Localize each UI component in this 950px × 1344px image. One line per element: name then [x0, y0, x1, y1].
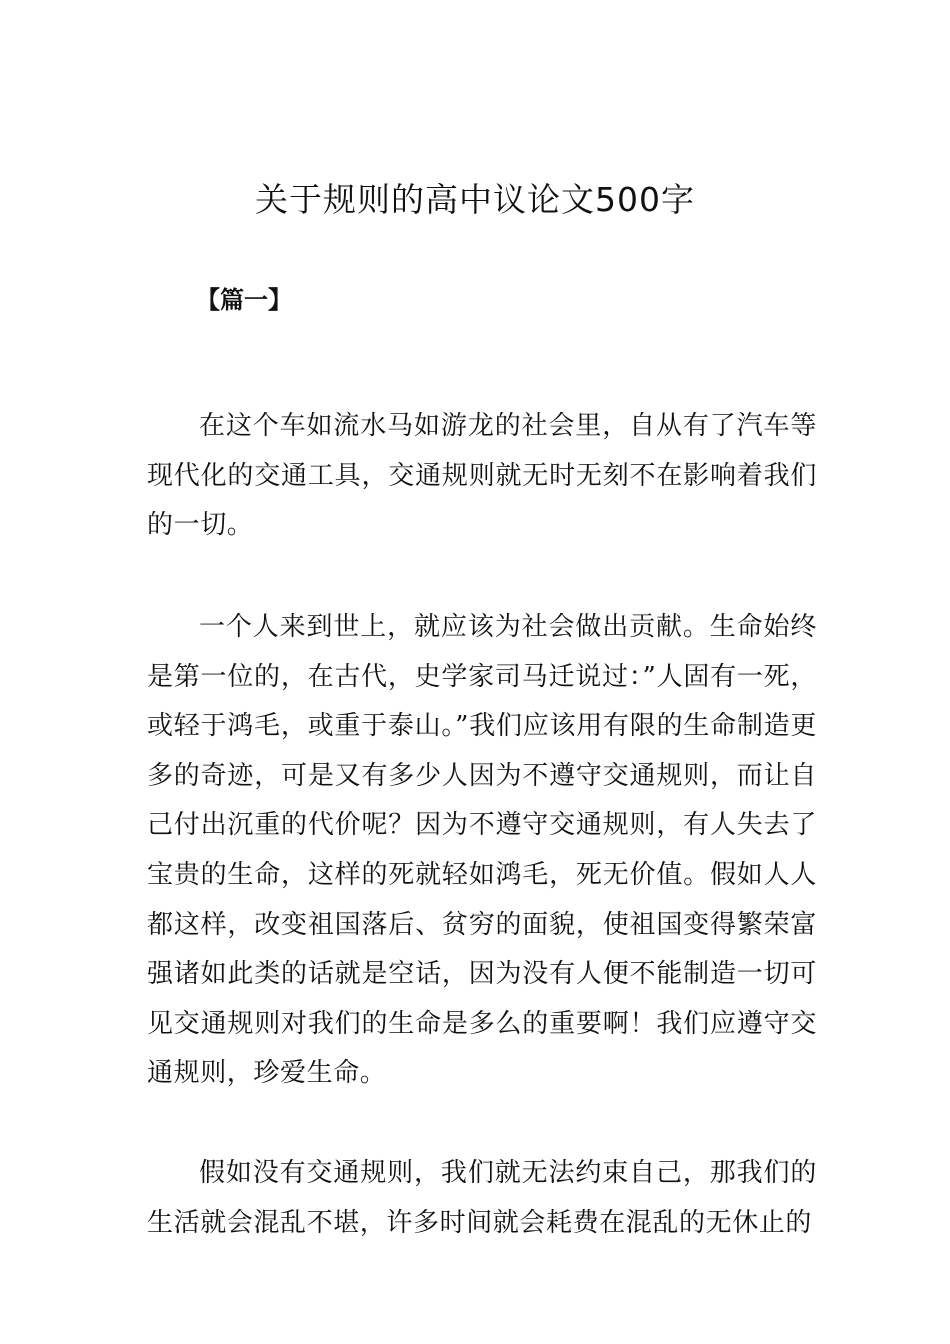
paragraph-2: 一个人来到世上，就应该为社会做出贡献。生命始终是第一位的，在古代，史学家司马迁说过：”人固有一死，或轻于鸿毛，或重于泰山。”我们应该用有限的生命制造更多的奇迹，可是又有多少人因为不遵守交通规则，而让自己付出沉重的代价呢？因为不遵守交通规则，有人失去了宝贵的生命，这样的死就轻如鸿毛，死无价值。假如人人都这样，改变祖国落后、贫穷的面貌，使祖国变得繁荣富强诸如此类的话就是空话，因为没有人便不能制造一切可见交通规则对我们的生命是多么的重要啊！我们应遵守交通规则，珍爱生命。 — [147, 612, 817, 1089]
section-label: 【篇一】 — [196, 286, 292, 314]
paragraph-3: 假如没有交通规则，我们就无法约束自己，那我们的生活就会混乱不堪，许多时间就会耗费在混乱的无休止的 — [147, 1158, 817, 1238]
paragraph-1: 在这个车如流水马如游龙的社会里，自从有了汽车等现代化的交通工具，交通规则就无时无刻不在影响着我们的一切。 — [147, 411, 817, 541]
document-title: 关于规则的高中议论文500字 — [255, 180, 695, 219]
